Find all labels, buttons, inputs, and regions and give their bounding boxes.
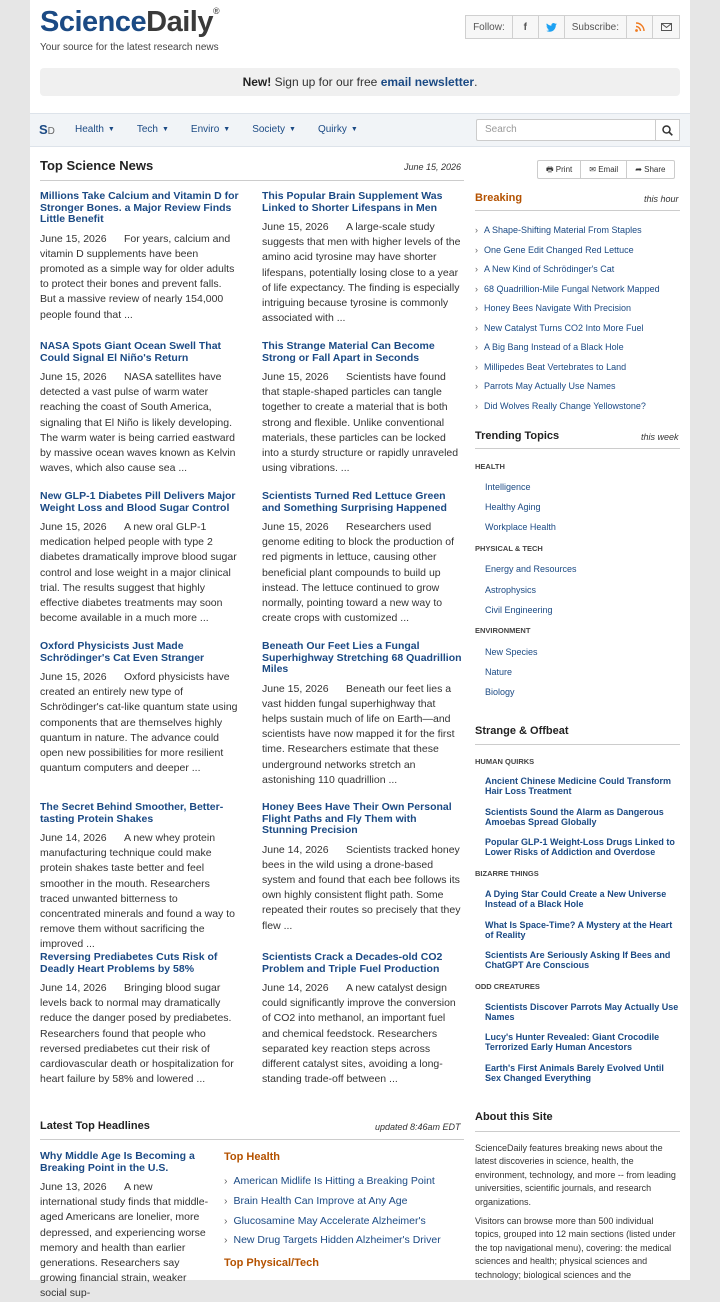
top-health-item-label: Glucosamine May Accelerate Alzheimer's [233, 1215, 426, 1227]
chevron-right-icon: › [475, 400, 478, 411]
breaking-item-label: Did Wolves Really Change Yellowstone? [484, 400, 646, 411]
offbeat-item[interactable]: Earth's First Animals Barely Evolved Until Sex Changed Everything [485, 1063, 664, 1083]
story-title[interactable]: Scientists Turned Red Lettuce Green and Something Surprising Happened [262, 490, 447, 514]
story-title[interactable]: Beneath Our Feet Lies a Fungal Superhighway Stretching 68 Quadrillion Miles [262, 640, 462, 675]
nav-logo[interactable] [39, 122, 55, 137]
chevron-right-icon: › [224, 1234, 228, 1246]
subscribe-label: Subscribe: [565, 16, 627, 38]
breaking-item-label: A Big Bang Instead of a Black Hole [484, 342, 624, 352]
chevron-right-icon: › [475, 303, 478, 313]
story-date: June 14, 2026 [262, 843, 329, 856]
story-card[interactable] [262, 191, 462, 326]
story-date: June 15, 2026 [40, 232, 107, 245]
story-card[interactable] [262, 491, 462, 626]
nav-label: Tech [136, 124, 158, 135]
offbeat-item[interactable]: What Is Space-Time? A Mystery at the Heart of Reality [485, 920, 673, 940]
breaking-item-label: New Catalyst Turns CO2 Into More Fuel [484, 322, 644, 333]
share-label: Share [644, 165, 666, 174]
trending-topic[interactable]: Astrophysics [485, 585, 537, 595]
top-science-news-date: June 15, 2026 [404, 162, 462, 172]
logo-daily: Daily [146, 6, 213, 38]
story-summary: A new international study finds that middle-aged Americans are lonelier, more depressed, and experiencing worse memory and health than earlier generations. Researchers say growing financial strain, weaker social sup- [40, 1181, 209, 1300]
story-summary: A new catalyst design could significantly improve the conversion of CO2 into methanol, an important fuel and chemical feedstock. Researchers separated key reaction steps across different catalyst sites, avoiding a long-standing trade-off between ... [262, 982, 456, 1086]
trending-category: ENVIRONMENT [475, 626, 531, 635]
chevron-right-icon: › [475, 244, 478, 255]
newsletter-banner[interactable] [40, 68, 680, 96]
search-input[interactable]: Search [476, 119, 656, 141]
twitter-icon[interactable] [539, 16, 565, 38]
story-card[interactable] [40, 952, 240, 1087]
story-title[interactable]: NASA Spots Giant Ocean Swell That Could Signal El Niño's Return [40, 340, 222, 364]
top-health-item[interactable] [224, 1175, 435, 1187]
nav-item-quirky[interactable] [318, 124, 358, 135]
top-science-news-title: Top Science News [40, 158, 154, 173]
site-tagline: Your source for the latest research news [40, 42, 219, 53]
story-card[interactable] [262, 341, 462, 476]
story-card[interactable] [262, 641, 462, 788]
nav-label: Health [75, 124, 104, 135]
offbeat-category: BIZARRE THINGS [475, 869, 539, 878]
offbeat-item[interactable]: Ancient Chinese Medicine Could Transform Hair Loss Treatment [485, 776, 672, 796]
story-date: June 14, 2026 [40, 832, 107, 844]
nav-label: Enviro [190, 124, 220, 135]
print-button[interactable] [538, 161, 581, 178]
breaking-item-label: Millipedes Beat Vertebrates to Land [484, 361, 627, 372]
divider [40, 1139, 464, 1140]
chevron-right-icon: › [475, 381, 478, 391]
breaking-item[interactable] [475, 323, 680, 343]
trending-category: HEALTH [475, 462, 505, 471]
caret-down-icon: ▼ [289, 125, 296, 133]
newsletter-end: . [474, 75, 478, 89]
breaking-item-label: A Shape-Shifting Material From Staples [484, 225, 642, 235]
divider [475, 1131, 680, 1132]
search-button[interactable] [655, 119, 680, 141]
nav-logo-d: D [47, 126, 55, 137]
breaking-item[interactable] [475, 381, 680, 401]
email-label: Email [598, 165, 619, 174]
newsletter-link[interactable]: email newsletter [380, 75, 475, 89]
story-date: June 15, 2026 [262, 521, 329, 533]
offbeat-item[interactable]: A Dying Star Could Create a New Universe Instead of a Black Hole [485, 889, 667, 909]
about-title: About this Site [475, 1111, 553, 1123]
breaking-item-label: 68 Quadrillion-Mile Fungal Network Mapped [484, 283, 660, 294]
strange-offbeat-title: Strange & Offbeat [475, 725, 569, 737]
social-bar [465, 15, 680, 39]
breaking-item[interactable] [475, 264, 680, 284]
offbeat-item[interactable]: Popular GLP-1 Weight-Loss Drugs Linked to Lower Risks of Addiction and Overdose [485, 837, 675, 857]
top-health-item-label: New Drug Targets Hidden Alzheimer's Driver [233, 1234, 441, 1246]
story-title[interactable]: The Secret Behind Smoother, Better-tasting Protein Shakes [40, 801, 224, 825]
caret-down-icon: ▼ [161, 125, 169, 133]
envelope-icon: ✉ [589, 165, 596, 174]
site-logo[interactable] [40, 6, 219, 39]
story-summary: For years, calcium and vitamin D supplements have been promoted as a simple way for older adults to protect their bones and prevent falls. But a massive review of nearly 154,000 people found that ... [40, 232, 235, 321]
story-summary: Bringing blood sugar levels back to normal may dramatically reduce the danger posed by prediabetes. Researchers found that people who reversed prediabetes cut their risk of cardiovascular death or hospitalization for heart failure by 58% and lowered ... [40, 982, 234, 1086]
story-title[interactable]: Scientists Crack a Decades-old CO2 Problem and Triple Fuel Production [262, 951, 443, 975]
top-health-item-label: Brain Health Can Improve at Any Age [233, 1195, 408, 1207]
story-title[interactable]: Why Middle Age Is Becoming a Breaking Point in the U.S. [40, 1150, 195, 1174]
story-summary: Oxford physicists have created an entirely new type of Schrödinger's cat-like quantum state using components that are themselves highly quantum in nature. The advance could open new possibilities for more resilient quantum computers and deeper ... [40, 671, 238, 775]
logo-science: Science [40, 6, 147, 38]
email-icon[interactable] [653, 16, 679, 38]
divider [475, 448, 680, 449]
facebook-icon[interactable]: f [513, 16, 539, 38]
story-date: June 14, 2026 [40, 982, 107, 994]
breaking-item[interactable] [475, 401, 680, 421]
main-navbar [30, 113, 690, 147]
story-date: June 15, 2026 [40, 671, 107, 683]
newsletter-new-label: New! [242, 75, 272, 89]
breaking-item[interactable] [475, 245, 680, 265]
offbeat-item[interactable]: Scientists Sound the Alarm as Dangerous Amoebas Spread Globally [485, 807, 664, 827]
story-card[interactable] [262, 802, 462, 934]
newsletter-text: Sign up for our free [274, 75, 378, 89]
divider [475, 744, 680, 745]
follow-label: Follow: [466, 16, 513, 38]
breaking-item[interactable] [475, 303, 680, 323]
story-title[interactable]: New GLP-1 Diabetes Pill Delivers Major Weight Loss and Blood Sugar Control [40, 490, 236, 514]
nav-item-tech[interactable] [137, 124, 169, 135]
breaking-item[interactable] [475, 225, 680, 245]
trending-topic[interactable]: Intelligence [485, 482, 531, 492]
trending-topic[interactable]: Civil Engineering [485, 605, 553, 615]
offbeat-item[interactable]: Lucy's Hunter Revealed: Giant Crocodile Terrorized Early Human Ancestors [485, 1032, 660, 1052]
story-summary: NASA satellites have detected a vast pulse of warm water reaching the coast of South America, signaling that El Niño is likely developing. The warm water is being carried eastward by massive ocean waves known as Kelvin waves, which also cause sea ... [40, 371, 236, 475]
story-title[interactable]: This Popular Brain Supplement Was Linked to Shorter Lifespans in Men [262, 190, 443, 214]
trending-note: this week [641, 432, 679, 442]
top-health-item[interactable] [224, 1234, 441, 1246]
nav-label: Quirky [317, 124, 347, 135]
nav-menu [75, 124, 380, 135]
story-date: June 15, 2026 [40, 521, 107, 533]
breaking-item-label: Parrots May Actually Use Names [484, 381, 616, 391]
offbeat-category: ODD CREATURES [475, 982, 540, 991]
story-date: June 15, 2026 [40, 371, 107, 383]
share-toolbar [537, 160, 675, 179]
breaking-note: this hour [644, 194, 679, 204]
top-health-title: Top Health [224, 1151, 281, 1163]
caret-down-icon: ▼ [350, 125, 358, 133]
logo-registered-mark: ® [212, 6, 220, 16]
trending-topic[interactable]: Workplace Health [485, 522, 556, 532]
chevron-right-icon: › [224, 1175, 228, 1187]
chevron-right-icon: › [475, 322, 478, 333]
share-button[interactable] [627, 161, 673, 178]
story-card[interactable] [262, 952, 462, 1087]
print-label: Print [555, 165, 573, 174]
offbeat-item[interactable]: Scientists Are Seriously Asking If Bees and ChatGPT Are Conscious [485, 950, 671, 970]
story-date: June 15, 2026 [262, 682, 329, 695]
search-icon [662, 125, 673, 136]
story-date: June 13, 2026 [40, 1181, 107, 1193]
trending-category: PHYSICAL & TECH [475, 544, 543, 553]
story-date: June 14, 2026 [262, 982, 329, 994]
story-card[interactable] [40, 802, 240, 953]
story-card[interactable] [40, 491, 240, 626]
breaking-item-label: A New Kind of Schrödinger's Cat [484, 264, 615, 274]
story-summary: A large-scale study suggests that men with higher levels of the amino acid tyrosine may have shorter lifespans, potentially losing close to a year of life expectancy. The finding is especially intriguing because tyrosine is commonly associated with ... [262, 221, 461, 325]
breaking-item[interactable] [475, 342, 680, 362]
chevron-right-icon: › [475, 361, 478, 372]
offbeat-item[interactable]: Scientists Discover Parrots May Actually Use Names [485, 1002, 679, 1022]
rss-icon[interactable] [627, 16, 653, 38]
trending-topic[interactable]: Nature [485, 667, 513, 677]
story-summary: Beneath our feet lies a vast hidden fungal superhighway that helps sustain much of life on Earth—and scientists have now mapped it for the first time. Researchers estimate that these underground networks stretch an astonishing 110 quadrillion ... [262, 682, 455, 786]
story-card[interactable] [40, 341, 240, 476]
breaking-item-label: One Gene Edit Changed Red Lettuce [484, 244, 634, 255]
caret-down-icon: ▼ [107, 125, 115, 133]
print-icon: 🖶 [546, 165, 554, 174]
trending-topic[interactable]: Healthy Aging [485, 502, 541, 512]
story-summary: Researchers used genome editing to block the production of red pigments in lettuce, causing other beneficial plant compounds to build up instead. The lettuce continued to grow normally, pointing toward a new way to create crops with customized ... [262, 521, 455, 625]
breaking-list [475, 225, 680, 420]
chevron-right-icon: › [475, 264, 478, 274]
share-icon: ➦ [635, 165, 642, 174]
breaking-item-label: Honey Bees Navigate With Precision [484, 303, 632, 313]
trending-topic[interactable]: Energy and Resources [485, 564, 577, 574]
story-summary: Scientists have found that staple-shaped particles can tangle together to create a material that is both strong and flexible. Unlike conventional materials, these particles can be locked into a sturdy structure or rapidly unraveled using vibrations. ... [262, 371, 459, 475]
latest-story-card[interactable] [40, 1150, 212, 1302]
story-title[interactable]: Honey Bees Have Their Own Personal Flight Paths and Fly Them with Stunning Precision [262, 801, 452, 836]
divider [475, 210, 680, 211]
top-physical-tech-title: Top Physical/Tech [224, 1257, 319, 1269]
chevron-right-icon: › [475, 225, 478, 235]
chevron-right-icon: › [475, 342, 478, 352]
nav-item-enviro[interactable] [191, 124, 230, 135]
story-summary: A new whey protein manufacturing technique could make protein shakes taste better and feel smoother in the mouth. Researchers traced unwanted bitterness to concentrated minerals and found a way to remove them without sacrificing the improved ... [40, 832, 235, 951]
chevron-right-icon: › [475, 283, 478, 294]
about-paragraph: ScienceDaily features breaking news about the latest discoveries in science, health, the environment, technology, and more -- from leading universities, scientific journals, and research organizations. [475, 1143, 676, 1207]
breaking-title: Breaking [475, 192, 523, 204]
about-paragraph: Visitors can browse more than 500 individual topics, grouped into 12 main sections (listed under the top navigational menu), covering: the medical sciences and health; physical sciences and technology; biological sciences and the [475, 1216, 676, 1280]
divider [40, 180, 464, 181]
story-summary: Scientists tracked honey bees in the wild using a drone-based system and found that each bee follows its own highly consistent flight path. Some repeated their routes so precisely that they flew ... [262, 843, 461, 932]
story-title[interactable]: Oxford Physicists Just Made Schrödinger's Cat Even Stranger [40, 640, 205, 664]
breaking-item[interactable] [475, 284, 680, 304]
story-summary: A new oral GLP-1 medication helped people with type 2 diabetes dramatically improve blood sugar control and lose weight in a major clinical trial. The results suggest that highly effective diabetes treatments may soon become available in a much more ... [40, 521, 237, 625]
trending-topic[interactable]: New Species [485, 647, 538, 657]
story-card[interactable] [40, 191, 240, 323]
page [30, 0, 690, 1300]
latest-headlines-title: Latest Top Headlines [40, 1120, 150, 1132]
top-health-item[interactable] [224, 1195, 407, 1207]
nav-item-society[interactable] [252, 124, 296, 135]
caret-down-icon: ▼ [223, 125, 231, 133]
story-date: June 15, 2026 [262, 371, 329, 383]
trending-topic[interactable]: Biology [485, 687, 515, 697]
story-card[interactable] [40, 641, 240, 776]
chevron-right-icon: › [224, 1195, 228, 1207]
trending-title: Trending Topics [475, 430, 560, 442]
story-title[interactable]: This Strange Material Can Become Strong or Fall Apart in Seconds [262, 340, 435, 364]
top-health-item-label: American Midlife Is Hitting a Breaking Point [233, 1175, 435, 1187]
story-title[interactable]: Reversing Prediabetes Cuts Risk of Deadly Heart Problems by 58% [40, 951, 218, 975]
latest-updated: updated 8:46am EDT [375, 1122, 461, 1132]
nav-logo-s: S [39, 122, 48, 137]
nav-label: Society [252, 124, 285, 135]
story-title[interactable]: Millions Take Calcium and Vitamin D for Stronger Bones. a Major Review Finds Little Benefit [40, 190, 239, 225]
chevron-right-icon: › [224, 1215, 228, 1227]
story-date: June 15, 2026 [262, 221, 329, 233]
top-health-item[interactable] [224, 1215, 426, 1227]
email-button[interactable] [581, 161, 627, 178]
offbeat-category: HUMAN QUIRKS [475, 757, 535, 766]
breaking-item[interactable] [475, 362, 680, 382]
nav-item-health[interactable] [75, 124, 115, 135]
